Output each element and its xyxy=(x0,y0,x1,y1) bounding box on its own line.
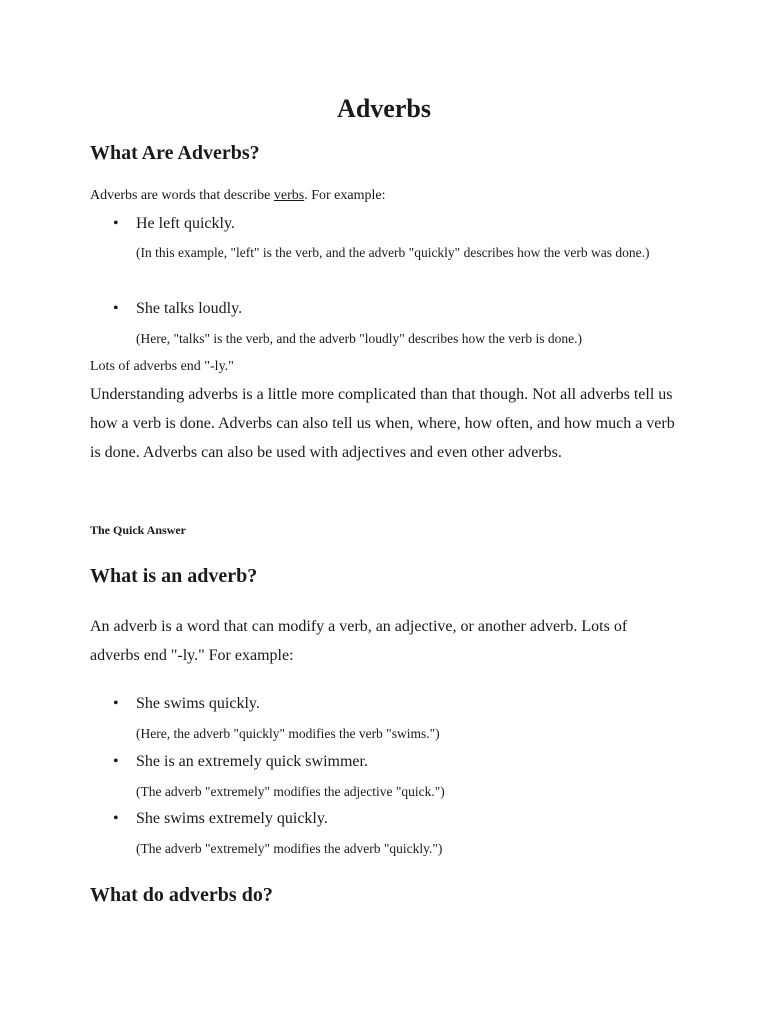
intro-text-after: . For example: xyxy=(304,188,386,203)
example-sentence: She swims quickly. xyxy=(136,695,260,712)
ly-note: Lots of adverbs end "-ly." xyxy=(90,359,234,374)
example-sentence: She is an extremely quick swimmer. xyxy=(136,753,368,770)
page-title: Adverbs xyxy=(337,94,431,123)
quick-answer-label: The Quick Answer xyxy=(90,523,187,537)
example-explanation: (The adverb "extremely" modifies the adverb "quickly.") xyxy=(136,841,443,856)
understanding-paragraph: Understanding adverbs is a little more complicated than that though. Not all adverbs tell us how a verb is done. Adverbs can also tell us when, where, how often, and how much a verb is done. Adverbs can also be used with adjectives and even other adverbs. xyxy=(90,386,675,461)
example-explanation: (In this example, "left" is the verb, and the adverb "quickly" describes how the verb was done.) xyxy=(136,245,650,260)
intro-text-before: Adverbs are words that describe xyxy=(90,188,274,203)
section-heading-what-is-an-adverb: What is an adverb? xyxy=(90,565,258,587)
bullet-icon: • xyxy=(113,300,119,317)
example-sentence: She swims extremely quickly. xyxy=(136,810,328,827)
definition-paragraph: An adverb is a word that can modify a verb, an adjective, or another adverb. Lots of adverbs end "-ly." For example: xyxy=(90,618,628,664)
section-heading-what-are-adverbs: What Are Adverbs? xyxy=(90,142,260,164)
example-explanation: (The adverb "extremely" modifies the adjective "quick.") xyxy=(136,784,445,799)
example-explanation: (Here, "talks" is the verb, and the adverb "loudly" describes how the verb is done.) xyxy=(136,331,583,346)
verbs-link[interactable]: verbs xyxy=(273,188,305,203)
bullet-icon: • xyxy=(113,810,119,827)
bullet-icon: • xyxy=(113,753,119,770)
example-sentence: He left quickly. xyxy=(136,215,235,232)
example-sentence: She talks loudly. xyxy=(136,300,243,317)
bullet-icon: • xyxy=(113,695,119,712)
bullet-icon: • xyxy=(113,215,119,232)
intro-sentence xyxy=(90,186,385,206)
example-explanation: (Here, the adverb "quickly" modifies the verb "swims.") xyxy=(136,726,440,741)
section-heading-what-do-adverbs-do: What do adverbs do? xyxy=(90,884,273,906)
